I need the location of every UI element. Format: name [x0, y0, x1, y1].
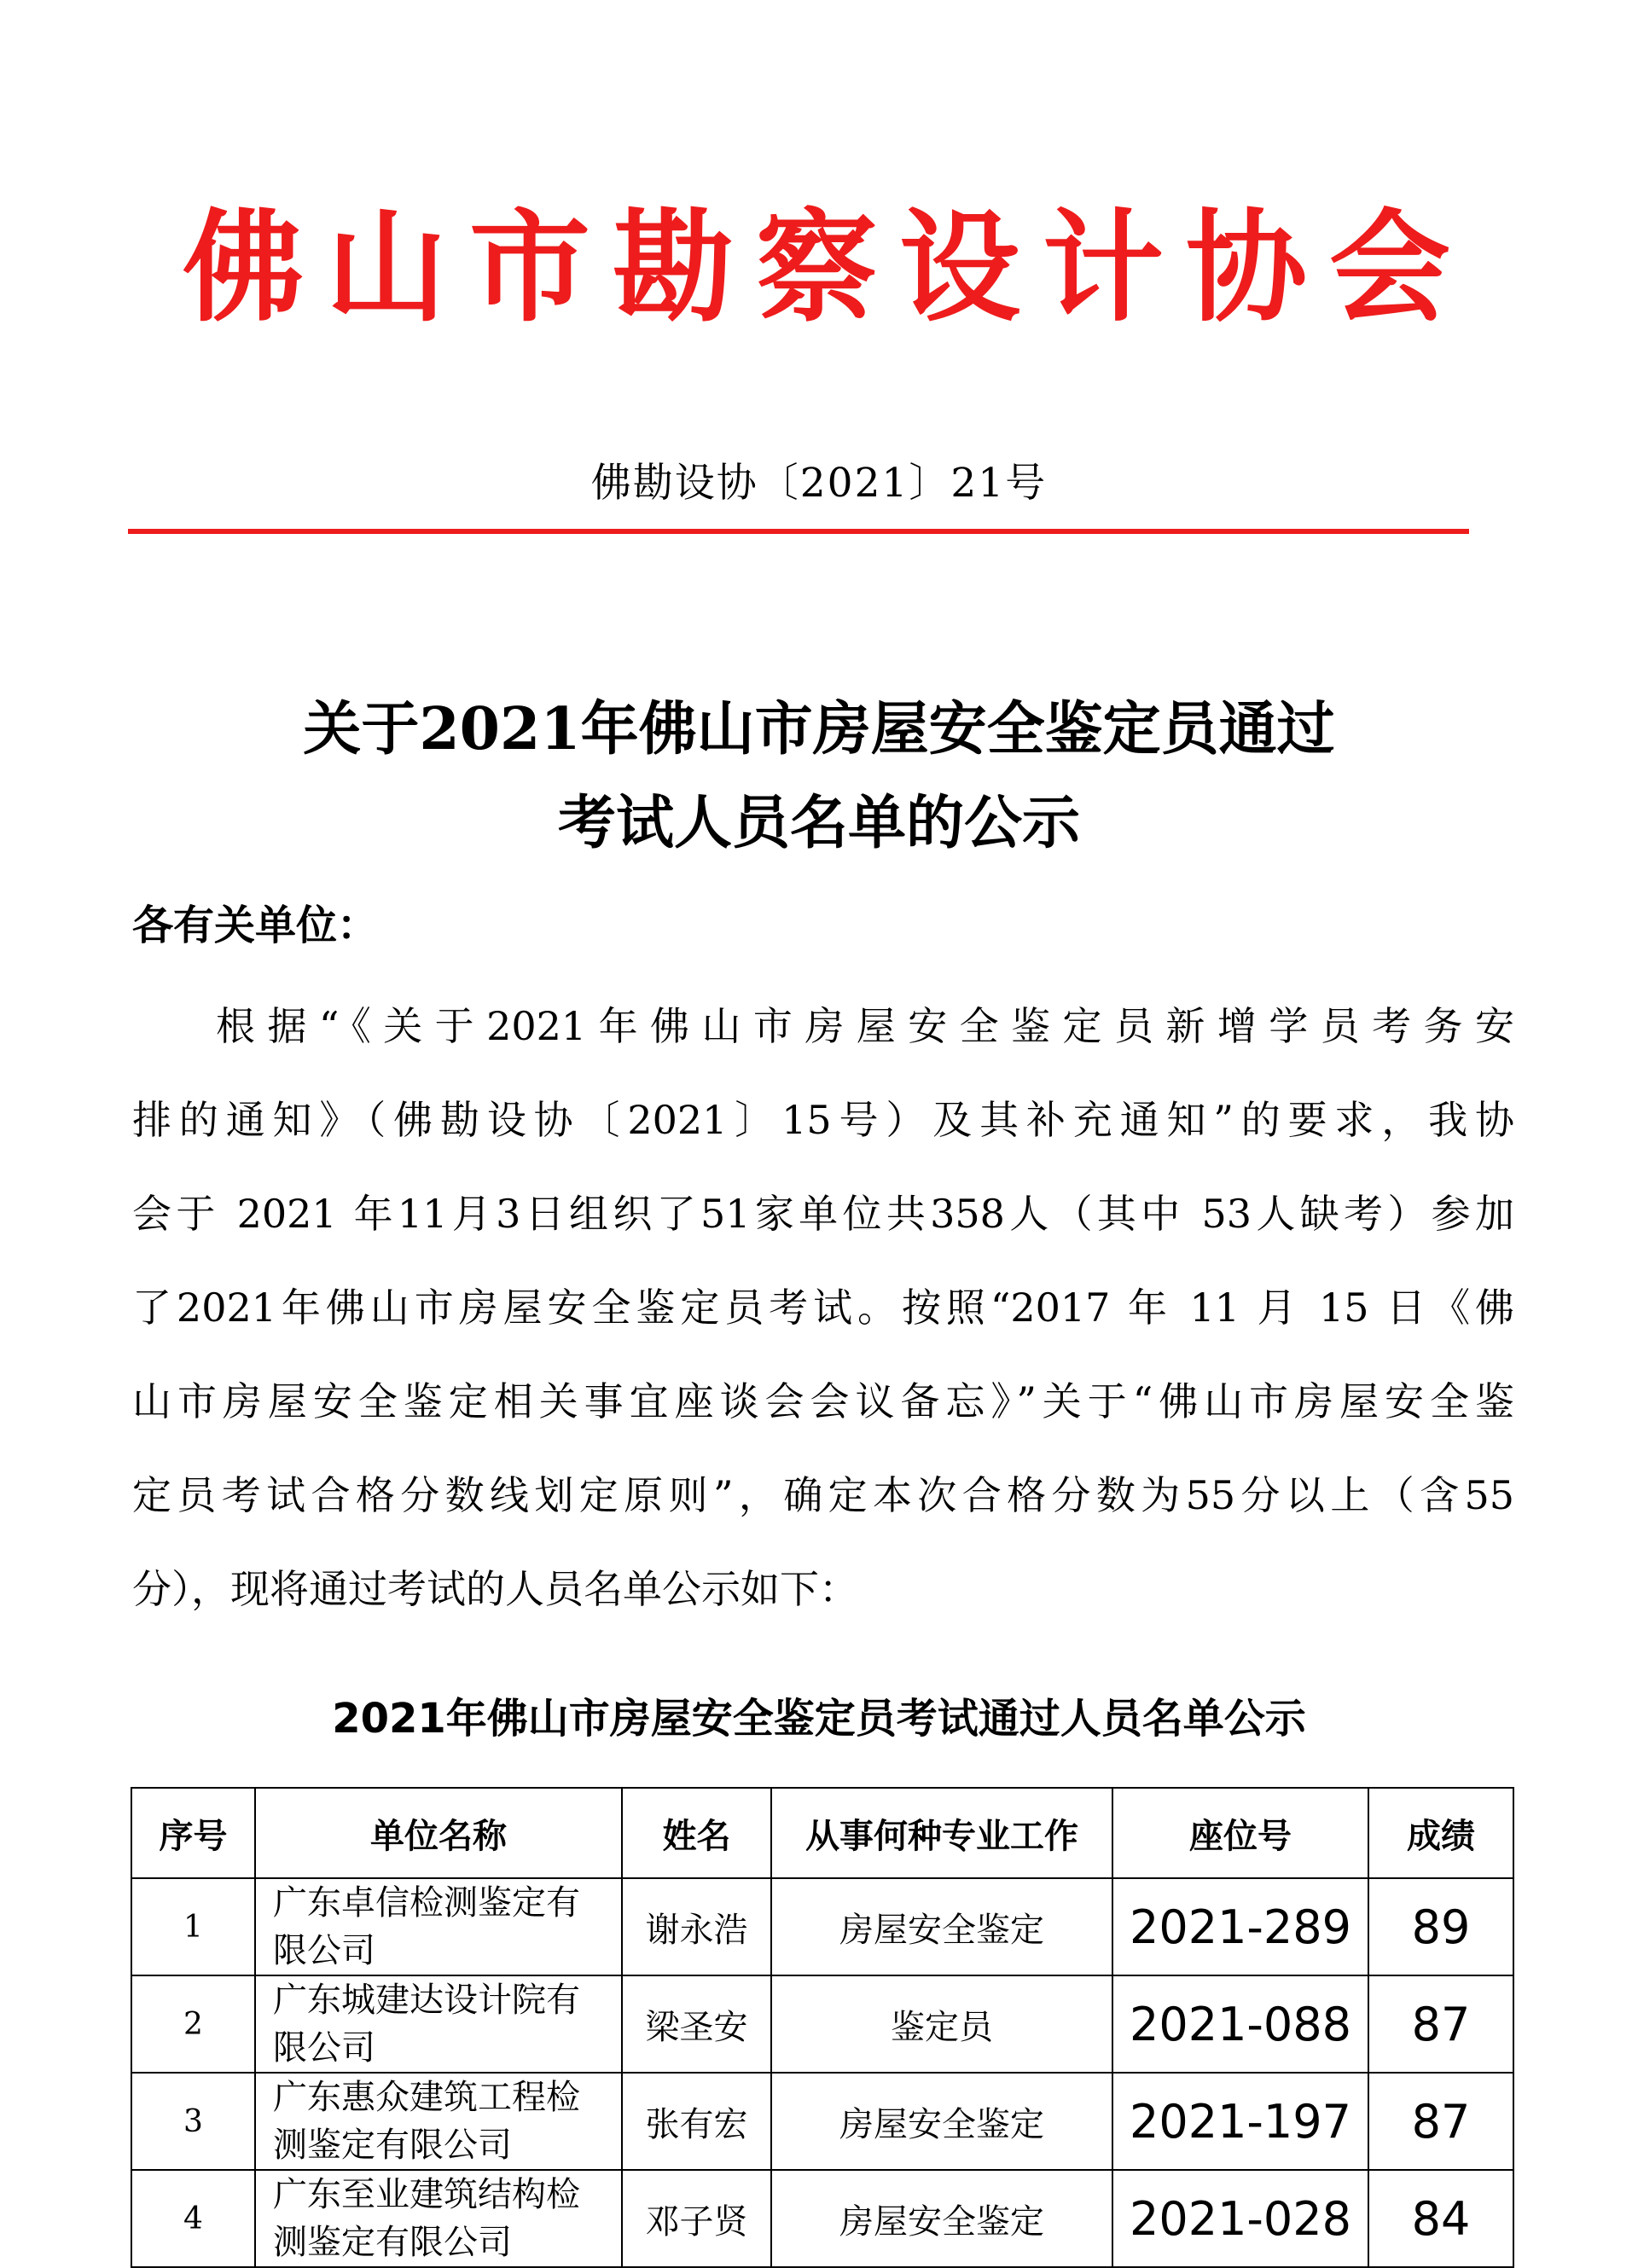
row-score: 84 [1368, 2170, 1513, 2267]
row-work: 鉴定员 [771, 1975, 1112, 2073]
row-work: 房屋安全鉴定 [771, 2073, 1112, 2170]
body-text-line: 了2021年佛山市房屋安全鉴定员考试。按照“2017 年 11 月 15 日《佛 [132, 1285, 1514, 1331]
row-unit [255, 1878, 622, 1975]
row-score: 89 [1368, 1878, 1513, 1975]
row-name: 谢永浩 [622, 1878, 771, 1975]
row-seat: 2021-197 [1112, 2073, 1368, 2170]
row-unit-line: 限公司 [273, 2028, 375, 2068]
body-text-line: 会于 2021 年11月3日组织了51家单位共358人（其中 53人缺考）参加 [132, 1191, 1514, 1237]
table-row [131, 2170, 1513, 2267]
notice-title-line-2: 考试人员名单的公示 [557, 789, 1080, 857]
notice-title-line-1: 关于2021年佛山市房屋安全鉴定员通过 [303, 695, 1335, 763]
row-unit [255, 2073, 622, 2170]
table-caption: 2021年佛山市房屋安全鉴定员考试通过人员名单公示 [332, 1695, 1306, 1743]
row-seat: 2021-028 [1112, 2170, 1368, 2267]
row-index: 4 [131, 2170, 255, 2267]
document-number: 佛勘设协〔2021〕21号 [590, 460, 1048, 507]
row-unit-line: 广东惠众建筑工程检 [273, 2078, 580, 2117]
row-seat: 2021-088 [1112, 1975, 1368, 2073]
header-score: 成绩 [1368, 1788, 1513, 1878]
table-row [131, 1975, 1513, 2073]
row-unit-line: 测鉴定有限公司 [273, 2223, 512, 2262]
row-name: 梁圣安 [622, 1975, 771, 2073]
header-index: 序号 [131, 1788, 255, 1878]
row-score: 87 [1368, 2073, 1513, 2170]
row-unit-line: 广东卓信检测鉴定有 [273, 1883, 580, 1923]
results-table [131, 1787, 1514, 2268]
row-unit-line: 广东至业建筑结构检 [273, 2175, 580, 2214]
row-unit-line: 限公司 [273, 1931, 375, 1970]
body-text-line: 山市房屋安全鉴定相关事宜座谈会会议备忘》”关于“佛山市房屋安全鉴 [132, 1378, 1514, 1424]
header-seat: 座位号 [1112, 1788, 1368, 1878]
row-unit-line: 测鉴定有限公司 [273, 2126, 512, 2165]
body-text-line: 分），现将通过考试的人员名单公示如下： [132, 1566, 858, 1612]
salutation: 各有关单位： [132, 902, 379, 949]
header-unit: 单位名称 [255, 1788, 622, 1878]
body-text-line: 定员考试合格分数线划定原则”，确定本次合格分数为55分以上（含55 [132, 1472, 1514, 1518]
table-row [131, 1878, 1513, 1975]
row-work: 房屋安全鉴定 [771, 2170, 1112, 2267]
row-index: 2 [131, 1975, 255, 2073]
row-seat: 2021-289 [1112, 1878, 1368, 1975]
table-header-row [131, 1788, 1513, 1878]
body-text-line: 排的通知》（佛勘设协〔2021〕15号）及其补充通知”的要求，我协 [132, 1097, 1514, 1143]
row-index: 3 [131, 2073, 255, 2170]
row-unit [255, 1975, 622, 2073]
row-index: 1 [131, 1878, 255, 1975]
body-text-line: 根据“《关于2021年佛山市房屋安全鉴定员新增学员考务安 [216, 1003, 1514, 1049]
organization-title: 佛山市勘察设计协会 [183, 198, 1472, 339]
row-score: 87 [1368, 1975, 1513, 2073]
header-work: 从事何种专业工作 [771, 1788, 1112, 1878]
row-name: 邓子贤 [622, 2170, 771, 2267]
table-row [131, 2073, 1513, 2170]
row-name: 张有宏 [622, 2073, 771, 2170]
header-name: 姓名 [622, 1788, 771, 1878]
row-work: 房屋安全鉴定 [771, 1878, 1112, 1975]
row-unit-line: 广东城建达设计院有 [273, 1981, 580, 2020]
row-unit [255, 2170, 622, 2267]
header-divider [128, 529, 1469, 534]
